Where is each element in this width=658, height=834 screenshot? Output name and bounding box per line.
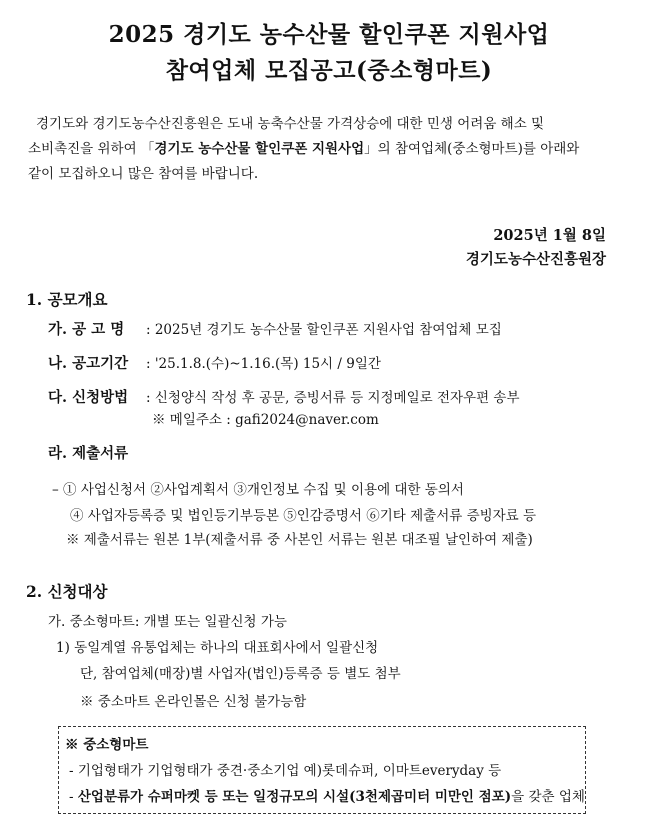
definition-line-2-criteria: 산업분류가 슈퍼마켓 등 또는 일정규모의 시설(3천제곱미터 미만인 점포) — [77, 789, 512, 805]
overview-title-row — [48, 318, 502, 339]
definition-line-2 — [69, 785, 585, 805]
definition-line-2-post: 을 갖춘 업체 — [511, 789, 585, 805]
overview-method-row — [48, 386, 520, 407]
intro-line-3: 같이 모집하오니 많은 참여를 바랍니다. — [28, 166, 259, 182]
documents-item-1: – ① 사업신청서 ②사업계획서 ③개인정보 수집 및 이용에 대한 동의서 — [52, 482, 464, 498]
intro-line-2-post: 」의 참여업체(중소형마트)를 아래와 — [364, 141, 580, 157]
overview-period-label: 나. 공고기간 — [48, 355, 129, 372]
intro-paragraph — [28, 112, 628, 187]
intro-program-name: 경기도 농수산물 할인쿠폰 지원사업 — [154, 141, 365, 157]
target-ga: 가. 중소형마트: 개별 또는 일괄신청 가능 — [48, 614, 287, 630]
intro-line-2 — [28, 137, 628, 162]
overview-email-note: ※ 메일주소 : gafi2024@naver.com — [152, 412, 379, 428]
title-line-1: 2025 경기도 농수산물 할인쿠폰 지원사업 — [108, 21, 550, 48]
section-1-heading: 1. 공모개요 — [26, 290, 108, 309]
overview-period-value: : '25.1.8.(수)~1.16.(목) 15시 / 9일간 — [146, 356, 381, 372]
overview-period-row — [48, 352, 381, 373]
definition-box — [58, 726, 586, 814]
definition-line-1: - 기업형태가 기업형태가 중견·중소기업 예)롯데슈퍼, 이마트everyday 등 — [69, 763, 502, 779]
notice-date: 2025년 1월 8일 — [493, 227, 606, 244]
overview-method-value: : 신청양식 작성 후 공문, 증빙서류 등 지정메일로 전자우편 송부 — [146, 390, 520, 406]
target-item-1: 1) 동일계열 유통업체는 하나의 대표회사에서 일괄신청 — [56, 640, 379, 656]
definition-line-2-dash: - — [69, 789, 78, 805]
documents-heading — [48, 442, 128, 463]
issuing-organization: 경기도농수산진흥원장 — [465, 251, 606, 268]
intro-line-1: 경기도와 경기도농수산진흥원은 도내 농축수산물 가격상승에 대한 민생 어려움 해소 및 — [36, 116, 545, 132]
target-item-1-sub: 단, 참여업체(매장)별 사업자(법인)등록증 등 별도 첨부 — [80, 666, 401, 682]
overview-title-value: : 2025년 경기도 농수산물 할인쿠폰 지원사업 참여업체 모집 — [146, 322, 502, 338]
target-item-1-note: ※ 중소마트 온라인몰은 신청 불가능함 — [80, 694, 307, 710]
documents-item-2: ④ 사업자등록증 및 법인등기부등본 ⑤인감증명서 ⑥기타 제출서류 증빙자료 등 — [70, 508, 537, 524]
documents-label: 라. 제출서류 — [48, 445, 129, 462]
title-line-2: 참여업체 모집공고(중소형마트) — [165, 57, 493, 84]
overview-title-label: 가. 공 고 명 — [48, 321, 125, 338]
documents-note: ※ 제출서류는 원본 1부(제출서류 중 사본인 서류는 원본 대조필 날인하여 제출) — [66, 532, 533, 548]
overview-method-label: 다. 신청방법 — [48, 389, 129, 406]
definition-heading: ※ 중소형마트 — [65, 737, 149, 753]
intro-line-2-pre: 소비촉진을 위하여 「 — [28, 141, 155, 157]
section-2-heading: 2. 신청대상 — [26, 582, 108, 601]
